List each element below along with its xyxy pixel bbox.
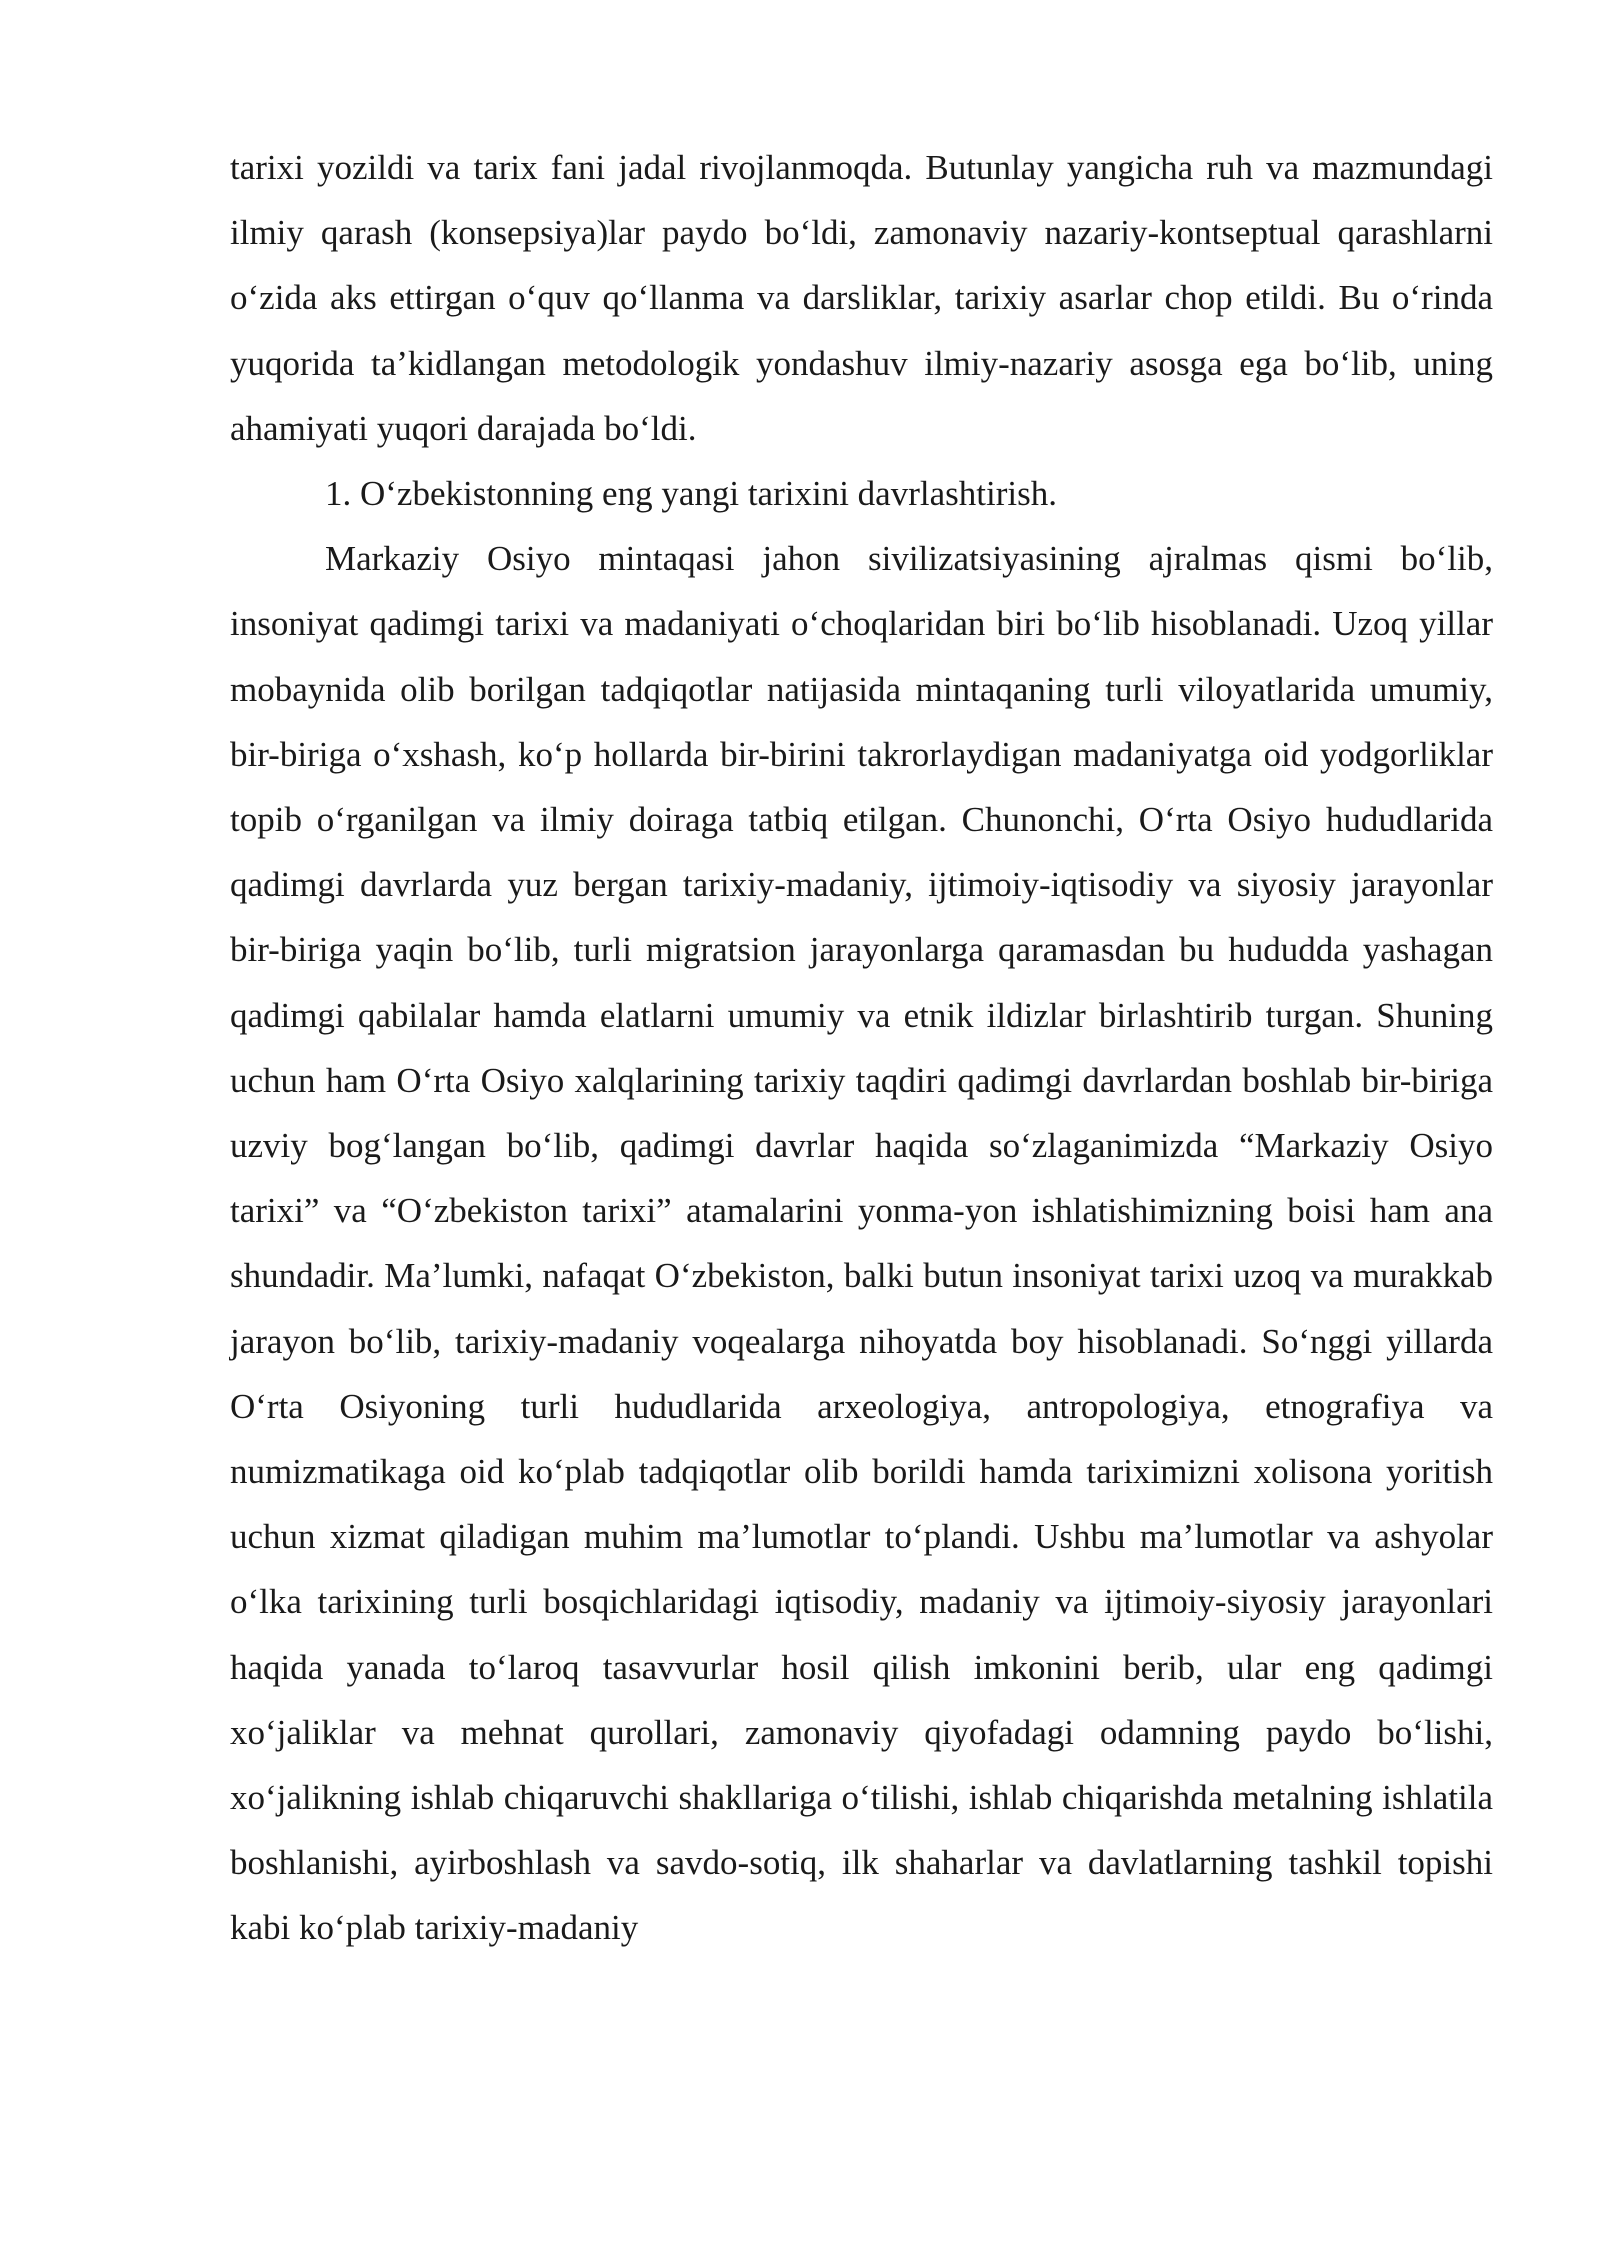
section-heading: 1. O‘zbekistonning eng yangi tarixini davrlashtirish. — [325, 474, 1057, 514]
paragraph-main: Markaziy Osiyo mintaqasi jahon sivilizatsiyasining ajralmas qismi bo‘lib, insoniyat qadimgi tarixi va madaniyati o‘choqlaridan biri bo‘lib hisoblanadi. Uzoq yillar mobaynida olib borilgan tadqiqotlar natijasida mintaqaning turli viloyatlarida umumiy, bir-biriga o‘xshash, ko‘p hollarda bir-birini takrorlaydigan madaniyatga oid yodgorliklar topib o‘rganilgan va ilmiy doiraga tatbiq etilgan. Chunonchi, O‘rta Osiyo hududlarida qadimgi davrlarda yuz bergan tarixiy-madaniy, ijtimoiy-iqtisodiy va siyosiy jarayonlar bir-biriga yaqin bo‘lib, turli migratsion jarayonlarga qaramasdan bu hududda yashagan qadimgi qabilalar hamda elatlarni umumiy va etnik ildizlar birlashtirib turgan. Shuning uchun ham O‘rta Osiyo xalqlarining tarixiy taqdiri qadimgi davrlardan boshlab bir-biriga uzviy bog‘langan bo‘lib, qadimgi davrlar haqida so‘zlaganimizda “Markaziy Osiyo tarixi” va “O‘zbekiston tarixi” atamalarini yonma-yon ishlatishimizning boisi ham ana shundadir. Ma’lumki, nafaqat O‘zbekiston, balki butun insoniyat tarixi uzoq va murakkab jarayon bo‘lib, tarixiy-madaniy voqealarga nihoyatda boy hisoblanadi. So‘nggi yillarda O‘rta Osiyoning turli hududlarida arxeologiya, antropologiya, etnografiya va numizmatikaga oid ko‘plab tadqiqotlar olib borildi hamda tariximizni xolisona yoritish uchun xizmat qiladigan muhim ma’lumotlar to‘plandi. Ushbu ma’lumotlar va ashyolar o‘lka tarixining turli bosqichlaridagi iqtisodiy, madaniy va ijtimoiy-siyosiy jarayonlari haqida yanada to‘laroq tasavvurlar hosil qilish imkonini berib, ular eng qadimgi xo‘jaliklar va mehnat qurollari, zamonaviy qiyofadagi odamning paydo bo‘lishi, xo‘jalikning ishlab chiqaruvchi shakllariga o‘tilishi, ishlab chiqarishda metalning ishlatila boshlanishi, ayirboshlash va savdo-sotiq, ilk shaharlar va davlatlarning tashkil topishi kabi ko‘plab tarixiy-madaniy — [230, 539, 1493, 1948]
paragraph-continued: tarixi yozildi va tarix fani jadal rivojlanmoqda. Butunlay yangicha ruh va mazmundagi ilmiy qarash (konsepsiya)lar paydo bo‘ldi, zamonaviy nazariy-kontseptual qarashlarni o‘zida aks ettirgan o‘quv qo‘llanma va darsliklar, tarixiy asarlar chop etildi. Bu o‘rinda yuqorida ta’kidlangan metodologik yondashuv ilmiy-nazariy asosga ega bo‘lib, uning ahamiyati yuqori darajada bo‘ldi. — [230, 148, 1493, 448]
document-body — [230, 135, 1493, 1961]
